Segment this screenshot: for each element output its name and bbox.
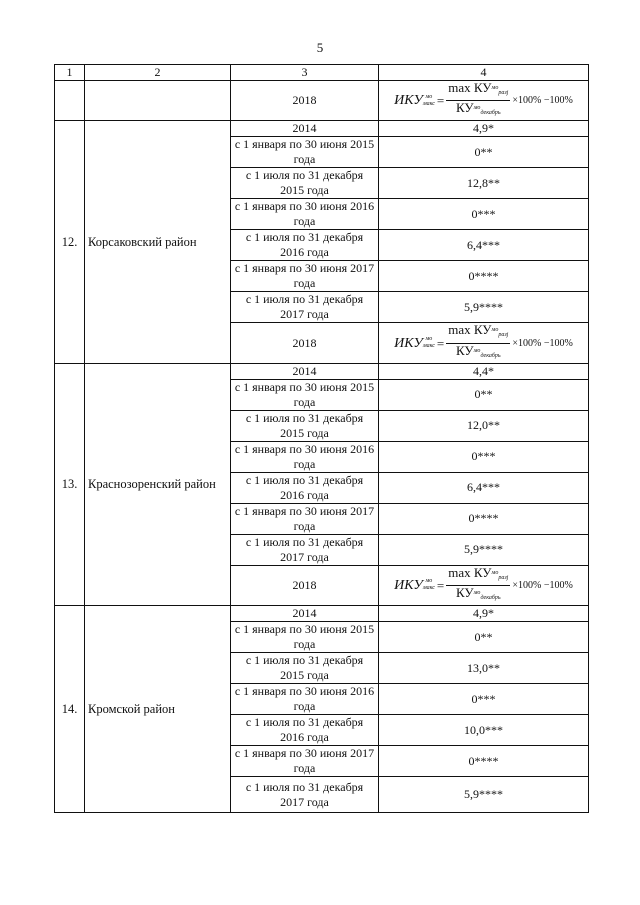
district-number: 13. — [55, 363, 85, 605]
header-cell-1: 1 — [55, 65, 85, 81]
value-cell: 5,9**** — [379, 292, 589, 323]
formula-cell — [379, 565, 589, 605]
value-cell: 0*** — [379, 441, 589, 472]
period-cell: 2018 — [231, 81, 379, 121]
period-cell: 2018 — [231, 565, 379, 605]
period-cell: с 1 января по 30 июня 2015 года — [231, 622, 379, 653]
empty-number-cell — [55, 81, 85, 121]
value-cell: 4,4* — [379, 363, 589, 379]
value-cell: 5,9**** — [379, 777, 589, 813]
value-cell: 0**** — [379, 746, 589, 777]
value-cell: 0** — [379, 622, 589, 653]
period-cell: 2014 — [231, 121, 379, 137]
value-cell: 13,0** — [379, 653, 589, 684]
district-name: Краснозоренский район — [85, 363, 231, 605]
period-cell: с 1 июля по 31 декабря 2015 года — [231, 653, 379, 684]
table-row — [55, 363, 589, 379]
value-cell: 12,8** — [379, 168, 589, 199]
table-row — [55, 606, 589, 622]
value-cell: 5,9**** — [379, 534, 589, 565]
period-cell: с 1 января по 30 июня 2016 года — [231, 684, 379, 715]
carry-over-row — [55, 81, 589, 121]
header-cell-2: 2 — [85, 65, 231, 81]
district-name: Кромской район — [85, 606, 231, 813]
value-cell: 0** — [379, 379, 589, 410]
period-cell: с 1 июля по 31 декабря 2016 года — [231, 715, 379, 746]
period-cell: с 1 января по 30 июня 2017 года — [231, 503, 379, 534]
value-cell: 4,9* — [379, 121, 589, 137]
value-cell: 0** — [379, 137, 589, 168]
formula-cell — [379, 81, 589, 121]
value-cell: 6,4*** — [379, 472, 589, 503]
period-cell: с 1 июля по 31 декабря 2015 года — [231, 410, 379, 441]
value-cell: 0*** — [379, 684, 589, 715]
value-cell: 10,0*** — [379, 715, 589, 746]
period-cell: с 1 июля по 31 декабря 2017 года — [231, 777, 379, 813]
empty-name-cell — [85, 81, 231, 121]
tariff-table — [54, 64, 589, 813]
index-formula: ИКУ мо макс = $\frac{\max КУ^{мо}_{разj}}{КУ^{мо}_{декабрь}}$ ×100% −100% — [394, 80, 573, 117]
formula-cell — [379, 323, 589, 363]
period-cell: с 1 января по 30 июня 2017 года — [231, 261, 379, 292]
period-cell: 2014 — [231, 363, 379, 379]
header-cell-3: 3 — [231, 65, 379, 81]
table-row — [55, 121, 589, 137]
value-cell: 12,0** — [379, 410, 589, 441]
period-cell: 2018 — [231, 323, 379, 363]
period-cell: 2014 — [231, 606, 379, 622]
period-cell: с 1 января по 30 июня 2015 года — [231, 379, 379, 410]
district-number: 12. — [55, 121, 85, 363]
value-cell: 4,9* — [379, 606, 589, 622]
period-cell: с 1 июля по 31 декабря 2017 года — [231, 292, 379, 323]
period-cell: с 1 июля по 31 декабря 2016 года — [231, 472, 379, 503]
index-formula: ИКУ мо макс = $\frac{\max КУ^{мо}_{разj}}{КУ^{мо}_{декабрь}}$ ×100% −100% — [394, 564, 573, 602]
period-cell: с 1 июля по 31 декабря 2015 года — [231, 168, 379, 199]
value-cell: 6,4*** — [379, 230, 589, 261]
value-cell: 0**** — [379, 503, 589, 534]
value-cell: 0*** — [379, 199, 589, 230]
value-cell: 0**** — [379, 261, 589, 292]
district-name: Корсаковский район — [85, 121, 231, 363]
period-cell: с 1 июля по 31 декабря 2017 года — [231, 534, 379, 565]
index-formula: ИКУ мо макс = $\frac{\max КУ^{мо}_{разj}}{КУ^{мо}_{декабрь}}$ ×100% −100% — [394, 322, 573, 359]
page-number: 5 — [316, 40, 324, 55]
period-cell: с 1 января по 30 июня 2017 года — [231, 746, 379, 777]
header-row — [55, 65, 589, 81]
header-cell-4: 4 — [379, 65, 589, 81]
district-number: 14. — [55, 606, 85, 813]
period-cell: с 1 января по 30 июня 2015 года — [231, 137, 379, 168]
period-cell: с 1 января по 30 июня 2016 года — [231, 441, 379, 472]
period-cell: с 1 июля по 31 декабря 2016 года — [231, 230, 379, 261]
period-cell: с 1 января по 30 июня 2016 года — [231, 199, 379, 230]
